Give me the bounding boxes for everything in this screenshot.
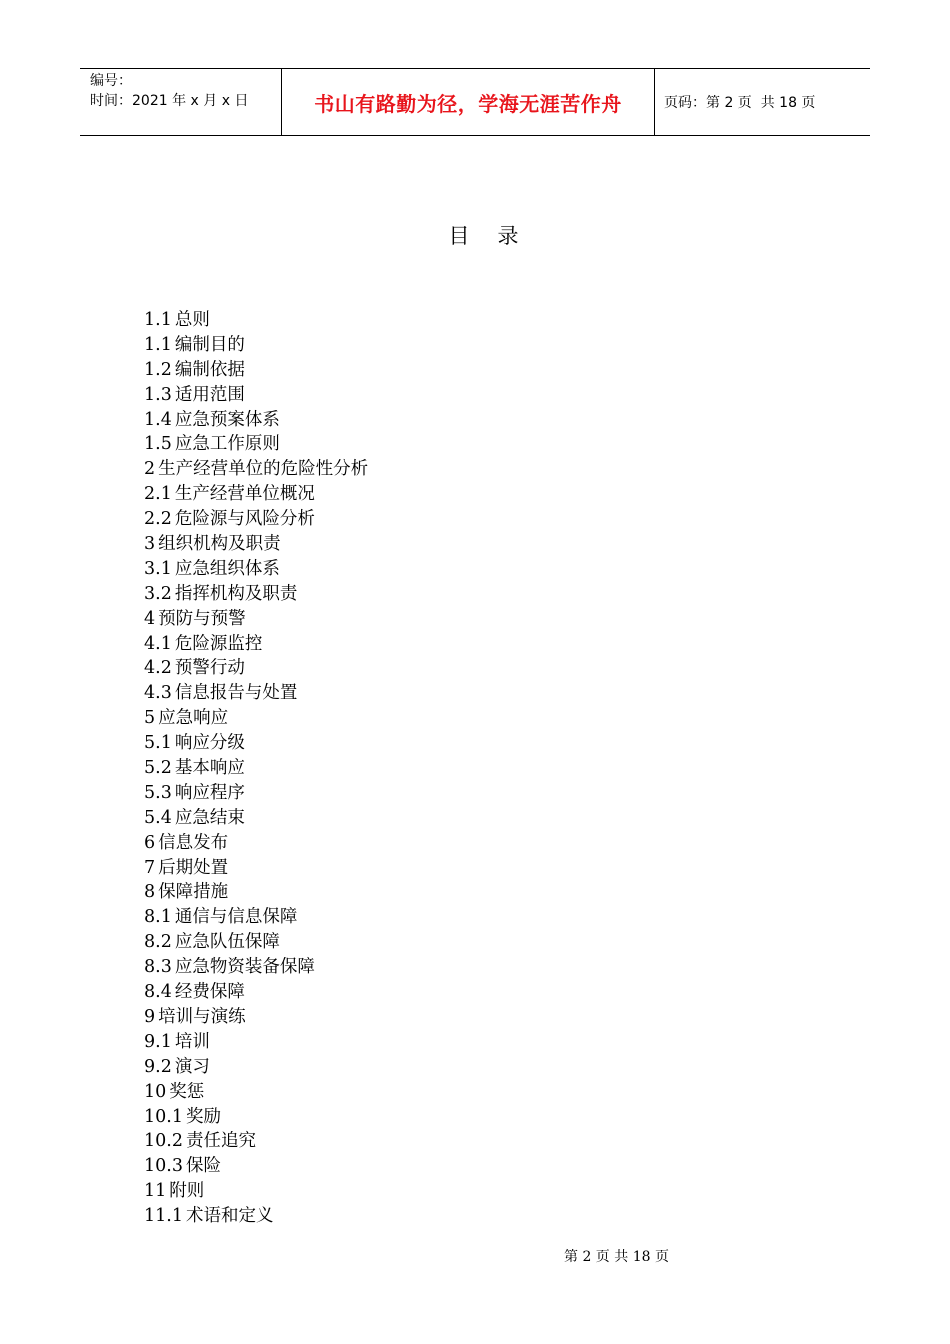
toc-list	[144, 308, 368, 1229]
toc-entry-text: 危险源与风险分析	[174, 509, 315, 530]
toc-entry[interactable]	[144, 930, 368, 955]
toc-entry[interactable]	[144, 1179, 368, 1204]
toc-title: 目录	[448, 224, 547, 248]
toc-entry-text: 编制依据	[174, 359, 245, 380]
toc-entry-text: 预警行动	[174, 658, 245, 679]
toc-entry-text: 信息发布	[158, 832, 229, 853]
toc-entry-text: 响应程序	[174, 782, 245, 803]
toc-entry-number: 10.3	[144, 1156, 183, 1177]
toc-entry[interactable]	[144, 1204, 368, 1229]
toc-entry-number: 9	[144, 1006, 156, 1027]
toc-entry-text: 信息报告与处置	[174, 683, 298, 704]
toc-entry[interactable]	[144, 831, 368, 856]
toc-entry-number: 3	[144, 534, 156, 555]
toc-entry[interactable]	[144, 557, 368, 582]
toc-entry-text: 适用范围	[174, 384, 245, 405]
toc-entry[interactable]	[144, 1129, 368, 1154]
toc-entry-number: 10	[144, 1081, 167, 1102]
toc-entry-number: 1.4	[144, 409, 172, 430]
header-meta-cell	[80, 69, 282, 135]
date-label: 时间：2021 年 x 月 x 日	[90, 93, 249, 109]
toc-entry[interactable]	[144, 1154, 368, 1179]
toc-entry-number: 3.2	[144, 583, 172, 604]
toc-entry-text: 奖惩	[169, 1081, 205, 1102]
toc-entry[interactable]	[144, 358, 368, 383]
toc-entry-number: 5.3	[144, 782, 172, 803]
page-footer: 第 2 页 共 18 页	[564, 1249, 669, 1265]
toc-entry[interactable]	[144, 532, 368, 557]
toc-entry-number: 1.2	[144, 359, 172, 380]
toc-entry-number: 4.2	[144, 658, 172, 679]
toc-entry[interactable]	[144, 1055, 368, 1080]
toc-entry[interactable]	[144, 880, 368, 905]
toc-entry[interactable]	[144, 1005, 368, 1030]
toc-entry-text: 生产经营单位的危险性分析	[158, 459, 369, 480]
toc-entry[interactable]	[144, 980, 368, 1005]
toc-entry-number: 3.1	[144, 558, 172, 579]
toc-entry-text: 生产经营单位概况	[174, 484, 315, 505]
toc-entry-number: 10.2	[144, 1131, 183, 1152]
header-page-info: 页码：第 2 页 共 18 页	[664, 95, 816, 111]
toc-entry-number: 4	[144, 608, 156, 629]
toc-entry-number: 1.3	[144, 384, 172, 405]
toc-entry-number: 11.1	[144, 1206, 183, 1227]
toc-entry-number: 5	[144, 708, 156, 729]
toc-entry[interactable]	[144, 656, 368, 681]
toc-entry-text: 后期处置	[158, 857, 229, 878]
toc-entry-text: 演习	[174, 1056, 210, 1077]
toc-entry-text: 培训与演练	[158, 1006, 246, 1027]
toc-entry-text: 危险源监控	[174, 633, 263, 654]
toc-entry-text: 术语和定义	[185, 1206, 274, 1227]
toc-entry-number: 6	[144, 832, 156, 853]
toc-entry-text: 应急响应	[158, 708, 229, 729]
toc-entry[interactable]	[144, 1080, 368, 1105]
toc-entry-text: 保险	[185, 1156, 221, 1177]
toc-entry-text: 基本响应	[174, 758, 245, 779]
toc-entry[interactable]	[144, 806, 368, 831]
toc-entry-text: 保障措施	[158, 882, 229, 903]
header-motto-cell	[282, 69, 655, 135]
toc-entry-number: 2.2	[144, 509, 172, 530]
toc-entry[interactable]	[144, 308, 368, 333]
toc-entry-number: 4.3	[144, 683, 172, 704]
toc-entry-number: 10.1	[144, 1106, 183, 1127]
toc-entry[interactable]	[144, 507, 368, 532]
toc-entry-text: 指挥机构及职责	[174, 583, 298, 604]
toc-entry-number: 2	[144, 459, 156, 480]
toc-entry[interactable]	[144, 482, 368, 507]
toc-entry[interactable]	[144, 457, 368, 482]
toc-entry-number: 8	[144, 882, 156, 903]
toc-entry-text: 经费保障	[174, 982, 245, 1003]
motto-text: 书山有路勤为径，学海无涯苦作舟	[314, 91, 622, 116]
toc-entry-number: 5.2	[144, 758, 172, 779]
toc-entry-number: 2.1	[144, 484, 172, 505]
toc-entry-text: 响应分级	[174, 733, 245, 754]
doc-number-label: 编号：	[90, 73, 132, 89]
toc-entry-number: 8.2	[144, 932, 172, 953]
toc-entry[interactable]	[144, 905, 368, 930]
toc-entry[interactable]	[144, 856, 368, 881]
toc-entry[interactable]	[144, 756, 368, 781]
toc-entry-number: 4.1	[144, 633, 172, 654]
toc-entry-text: 应急组织体系	[174, 558, 280, 579]
toc-entry-number: 5.4	[144, 807, 172, 828]
toc-entry[interactable]	[144, 706, 368, 731]
toc-entry[interactable]	[144, 1030, 368, 1055]
toc-entry-number: 1.5	[144, 434, 172, 455]
toc-entry-text: 编制目的	[174, 334, 245, 355]
toc-entry[interactable]	[144, 1105, 368, 1130]
toc-entry[interactable]	[144, 607, 368, 632]
toc-entry[interactable]	[144, 383, 368, 408]
toc-entry-text: 培训	[174, 1031, 210, 1052]
toc-entry-text: 应急队伍保障	[174, 932, 280, 953]
toc-entry[interactable]	[144, 432, 368, 457]
toc-entry-number: 1.1	[144, 310, 172, 330]
toc-entry-text: 通信与信息保障	[174, 907, 298, 928]
toc-entry-number: 1.1	[144, 334, 172, 355]
toc-entry-text: 责任追究	[185, 1131, 256, 1152]
toc-entry-text: 应急工作原则	[174, 434, 280, 455]
toc-entry-text: 预防与预警	[158, 608, 246, 629]
toc-entry[interactable]	[144, 681, 368, 706]
toc-entry-number: 8.1	[144, 907, 172, 928]
toc-entry-text: 附则	[169, 1181, 205, 1202]
toc-entry-text: 应急结束	[174, 807, 245, 828]
toc-entry-text: 奖励	[185, 1106, 221, 1127]
toc-entry[interactable]	[144, 955, 368, 980]
toc-entry[interactable]	[144, 781, 368, 806]
page-header	[80, 68, 870, 136]
toc-entry-number: 8.4	[144, 982, 172, 1003]
toc-entry-number: 8.3	[144, 957, 172, 978]
toc-entry-text: 应急预案体系	[174, 409, 280, 430]
toc-entry-text: 应急物资装备保障	[174, 957, 315, 978]
toc-entry-number: 5.1	[144, 733, 172, 754]
toc-entry[interactable]	[144, 582, 368, 607]
toc-entry-text: 总则	[174, 310, 210, 330]
toc-entry-text: 组织机构及职责	[158, 534, 281, 555]
toc-entry[interactable]	[144, 333, 368, 358]
toc-entry[interactable]	[144, 731, 368, 756]
toc-entry[interactable]	[144, 408, 368, 433]
toc-entry-number: 7	[144, 857, 156, 878]
toc-entry-number: 9.2	[144, 1056, 172, 1077]
toc-entry-number: 11	[144, 1181, 167, 1202]
header-page-cell	[655, 69, 870, 135]
toc-entry-number: 9.1	[144, 1031, 172, 1052]
toc-entry[interactable]	[144, 632, 368, 657]
